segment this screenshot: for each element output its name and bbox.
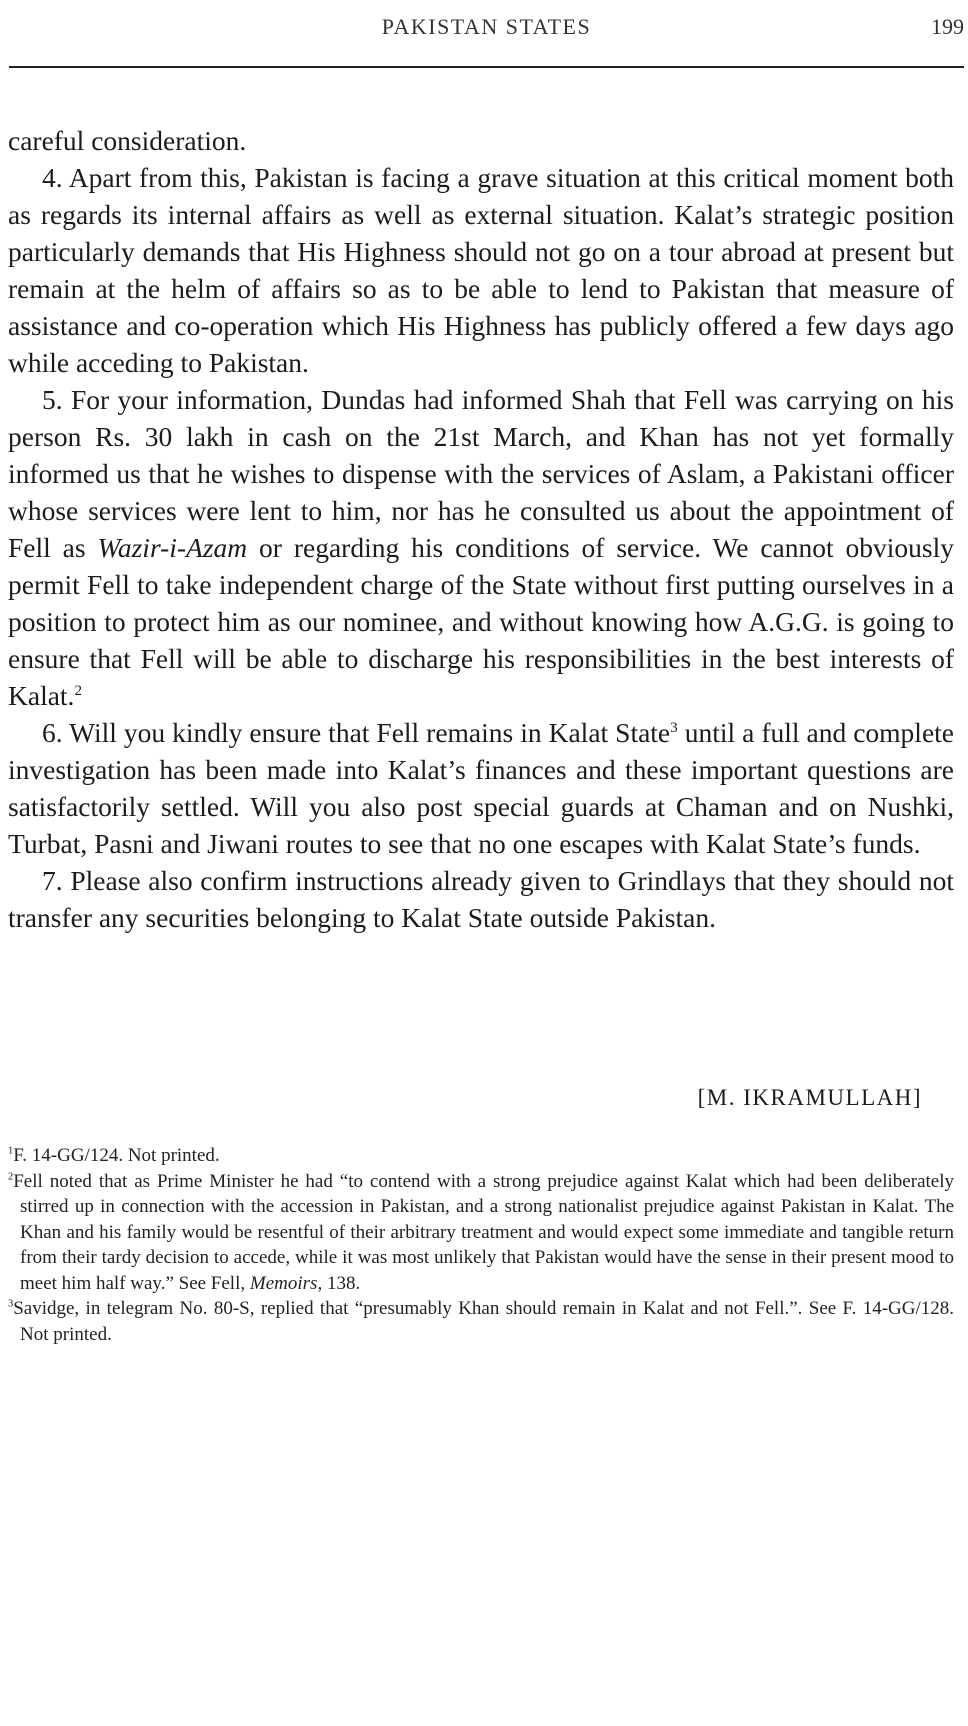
paragraph-6-text-a: 6. Will you kindly ensure that Fell remains in Kalat State <box>42 717 671 748</box>
footnote-1-number: 1 <box>8 1145 14 1157</box>
footnote-2-italic-title: Memoirs <box>249 1272 318 1294</box>
footnote-2-number: 2 <box>8 1171 14 1183</box>
page-number: 199 <box>931 14 964 39</box>
footnote-3-number: 3 <box>8 1298 14 1310</box>
paragraph-4: 4. Apart from this, Pakistan is facing a grave situation at this critical moment both as regards its internal affairs as well as external situation. Kalat’s strategic position particularly demands that His Highness should not go on a tour abroad at present but remain at the helm of affairs so as to be able to lend to Pakistan that measure of assistance and co-operation which His Highness has publicly offered a few days ago while acceding to Pakistan. <box>8 162 954 378</box>
footnote-1 <box>8 1143 954 1169</box>
paragraph-7: 7. Please also confirm instructions already given to Grindlays that they should not transfer any securities belonging to Kalat State outside Pakistan. <box>8 865 954 933</box>
paragraph-5 <box>8 381 954 714</box>
footnotes <box>8 1143 954 1347</box>
footnote-2-text-b: , 138. <box>317 1272 361 1294</box>
running-head <box>9 14 964 46</box>
paragraph-5-text-b: or regarding his conditions of service. We cannot obviously permit Fell to take independent charge of the State without first putting ourselves in a position to protect him as our nominee, and without knowing how A.G.G. is going to ensure that Fell will be able to discharge his responsibilities in the best interests of Kalat. <box>8 532 954 711</box>
paragraph-5-text-a: 5. For your information, Dundas had informed Shah that Fell was carrying on his person Rs. 30 lakh in cash on the 21st March, and Khan has not yet formally informed us that he wishes to dispense with the services of Aslam, a Pakistani officer whose services were lent to him, nor has he consulted us about the appointment of Fell as <box>8 384 954 563</box>
footnote-3-text: Savidge, in telegram No. 80-S, replied that “presumably Khan should remain in Kalat and not Fell.”. See F. 14-GG/128. Not printed. <box>13 1298 954 1345</box>
header-rule <box>9 66 964 68</box>
paragraph-continuation: careful consideration. <box>8 125 247 156</box>
footnote-ref-2: 2 <box>74 682 82 699</box>
footnote-ref-3: 3 <box>670 719 678 736</box>
footnote-1-text: F. 14-GG/124. Not printed. <box>13 1145 220 1166</box>
signature: [M. IKRAMULLAH] <box>697 1085 922 1110</box>
paragraph-6-text-b: until a full and complete investigation has been made into Kalat’s finances and these important questions are satisfactorily settled. Will you also post special guards at Chaman and on Nushki, Turbat, Pasni and Jiwani routes to see that no one escapes with Kalat State’s funds. <box>8 717 954 859</box>
footnote-2 <box>8 1169 954 1297</box>
footnote-2-text-a: Fell noted that as Prime Minister he had “to contend with a strong prejudice against Kalat which had been deliberately stirred up in connection with the accession in Pakistan, and a strong nationalist prejudice against Pakistan in Kalat. The Khan and his family would be resentful of their arbitrary treatment and would expect some immediate and tangible return from their tardy decision to accede, while it was most unlikely that Pakistan would have the sense in their present mood to meet him half way.” See Fell, <box>13 1170 954 1294</box>
footnote-3 <box>8 1296 954 1347</box>
paragraph-6 <box>8 714 954 862</box>
body-text <box>8 122 954 936</box>
paragraph-5-italic-term: Wazir-i-Azam <box>97 532 248 563</box>
running-title: PAKISTAN STATES <box>381 14 592 39</box>
